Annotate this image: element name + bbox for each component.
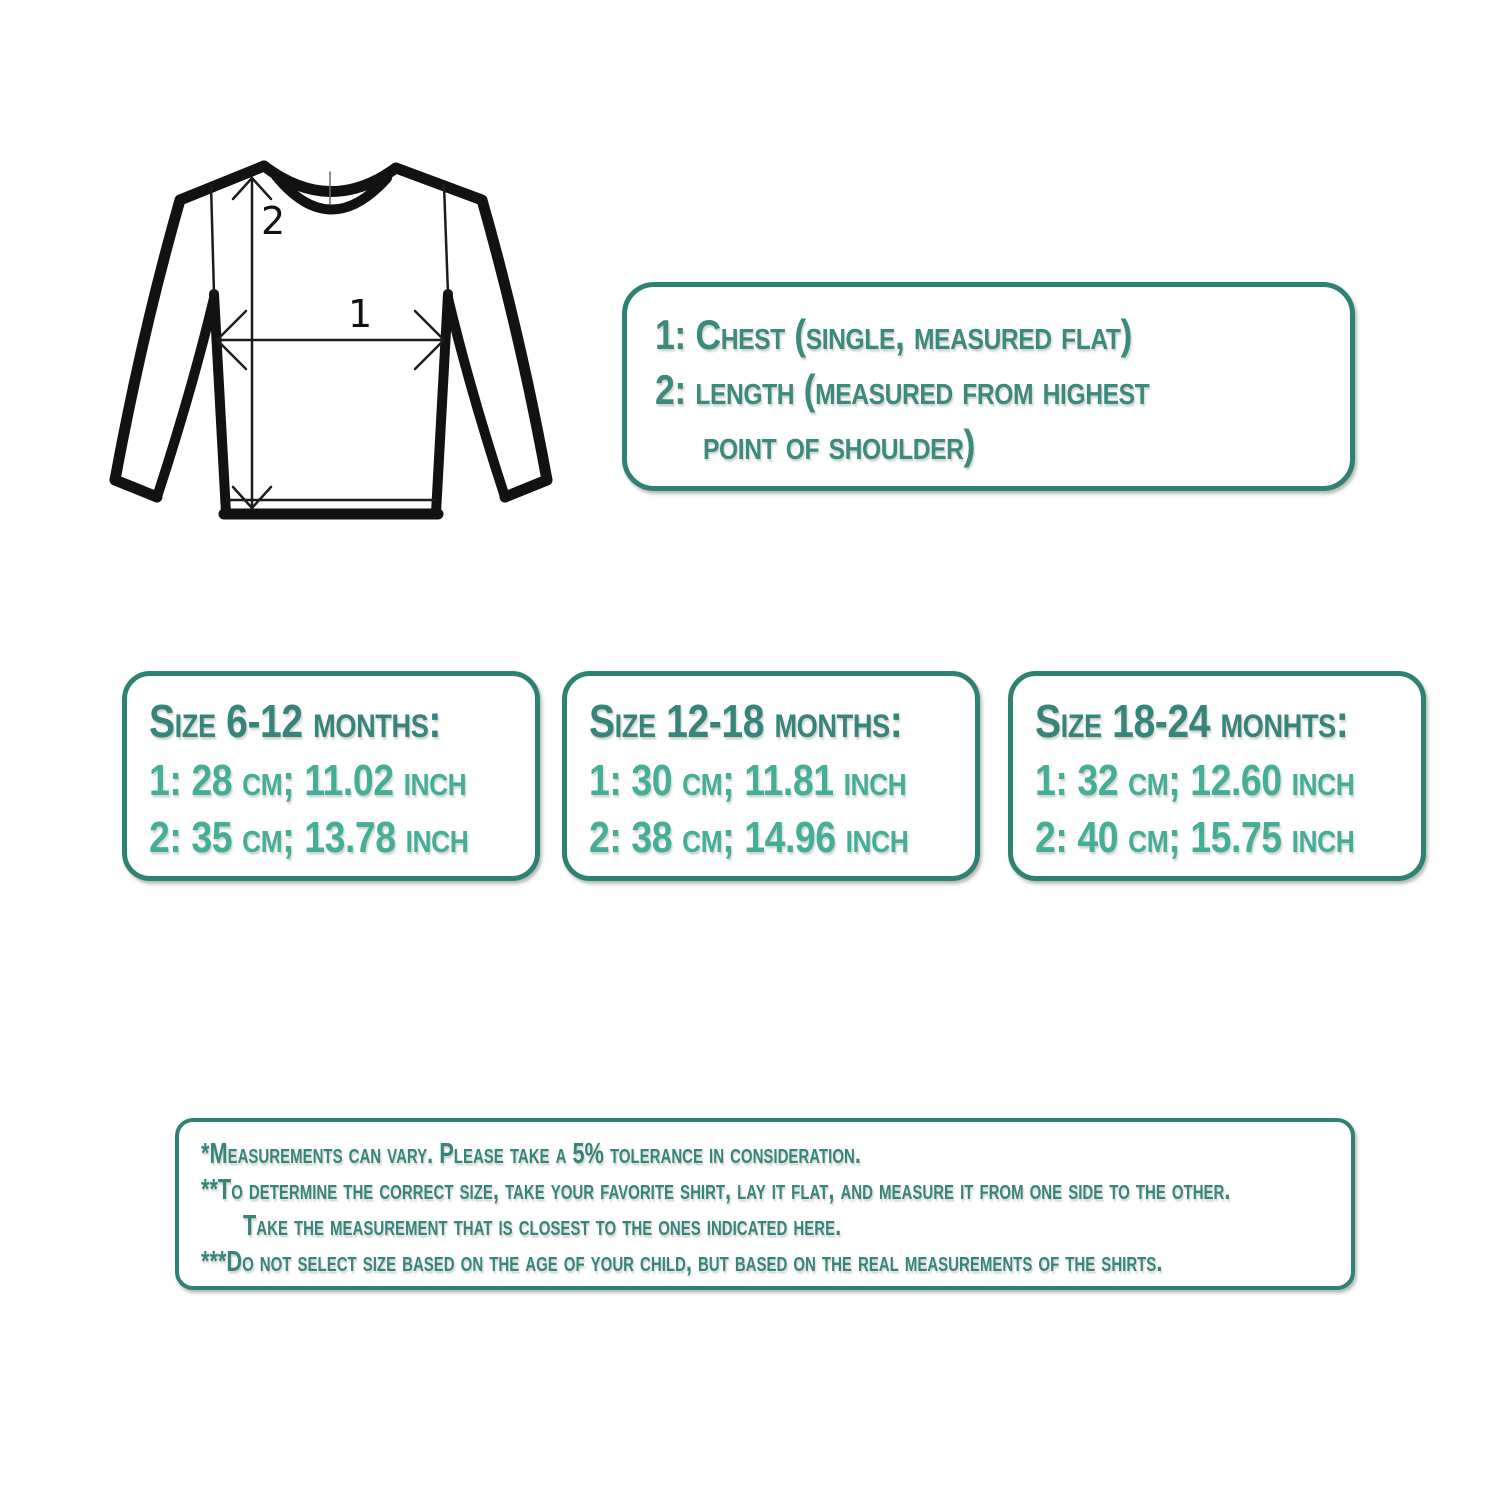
size-title: Size 12-18 months: [589, 695, 903, 747]
footnote-tolerance: *Measurements can vary. Please take a 5% tolerance in consideration. [201, 1138, 861, 1170]
shirt-right-cuff [505, 480, 547, 497]
shirt-right-sleeve-inner [448, 298, 505, 497]
footnote-how-to-measure: **To determine the correct size, take your favorite shirt, lay it flat, and measure it from one side to the other. [201, 1174, 1231, 1206]
measure-2-label: 2 [261, 199, 286, 243]
shirt-left-seam [211, 185, 214, 294]
size-chest-line: 1: 28 cm; 11.02 inch [149, 756, 467, 805]
size-length-line: 2: 35 cm; 13.78 inch [149, 813, 469, 862]
size-box-12-18-months [562, 671, 980, 881]
size-title: Size 18-24 monhts: [1035, 695, 1349, 747]
legend-line-chest: 1: Chest (single, measured flat) [655, 311, 1133, 358]
measure-1-label: 1 [348, 292, 373, 336]
legend-line-length: 2: length (measured from highest [655, 366, 1150, 413]
footnote-how-to-measure-cont: Take the measurement that is closest to the ones indicated here. [243, 1210, 842, 1242]
shirt-right-seam [444, 185, 448, 294]
size-box-6-12-months [122, 671, 540, 881]
legend-box [622, 282, 1355, 491]
shirt-diagram [100, 128, 570, 548]
legend-line-length-cont: point of shoulder) [703, 421, 975, 468]
shirt-left-cuff [115, 480, 157, 497]
shirt-left-sleeve-outline [115, 166, 264, 480]
footnote-age-warning: ***Do not select size based on the age of your child, but based on the real measurements of the shirts. [201, 1246, 1163, 1278]
shirt-body-right [436, 294, 448, 513]
shirt-left-sleeve-inner [157, 298, 214, 497]
size-length-line: 2: 38 cm; 14.96 inch [589, 813, 909, 862]
shirt-body-left [214, 294, 226, 513]
size-box-18-24-months [1008, 671, 1426, 881]
size-title: Size 6-12 months: [149, 695, 442, 747]
size-chest-line: 1: 30 cm; 11.81 inch [589, 756, 907, 805]
shirt-right-sleeve-outline [396, 168, 547, 480]
size-length-line: 2: 40 cm; 15.75 inch [1035, 813, 1355, 862]
footnotes-box [175, 1118, 1355, 1290]
size-chest-line: 1: 32 cm; 12.60 inch [1035, 756, 1355, 805]
